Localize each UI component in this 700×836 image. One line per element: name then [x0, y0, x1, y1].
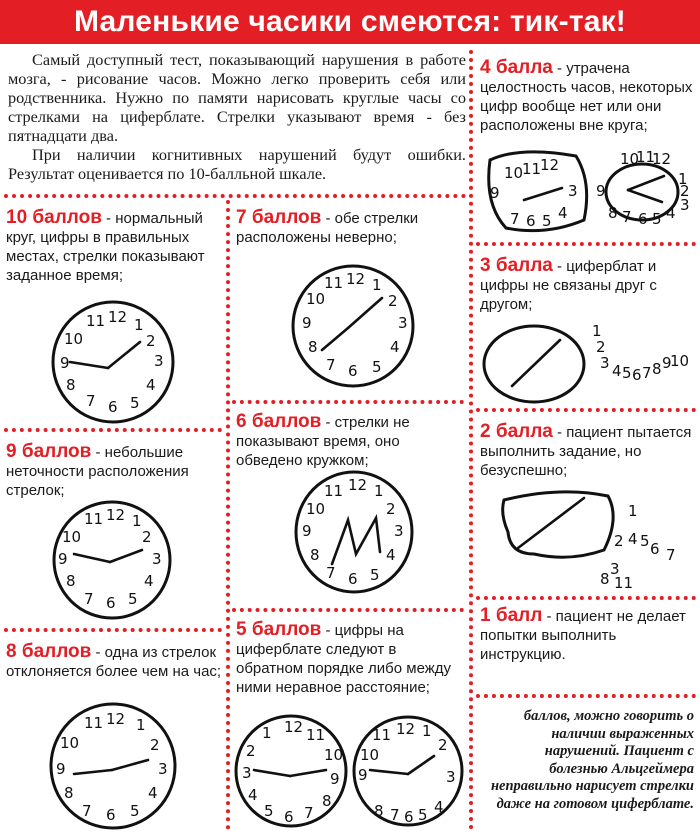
clock-number: 6: [106, 806, 116, 824]
clock-drawing-5-reversed: [232, 712, 350, 830]
score-heading: 6 баллов: [236, 411, 322, 432]
clock-number: 4: [558, 204, 568, 222]
clock-number: 3: [394, 522, 404, 540]
clock-number: 3: [152, 550, 162, 568]
clock-number: 8: [374, 802, 384, 820]
divider-mid-1: [232, 400, 464, 404]
divider-vertical-right: [469, 50, 473, 830]
clock-number: 12: [540, 156, 560, 174]
clock-number: 5: [372, 358, 382, 376]
clock-number: 4: [612, 362, 622, 380]
clock-number: 6: [526, 212, 536, 230]
score-heading: 4 балла: [480, 57, 553, 78]
clock-number: 4: [386, 546, 396, 564]
clock-number: 5: [652, 210, 662, 228]
score-heading: 2 балла: [480, 421, 553, 442]
clock-number: 6: [106, 594, 116, 612]
score-1: [480, 606, 694, 664]
clock-number: 6: [108, 398, 118, 416]
clock-number: 7: [82, 802, 92, 820]
clock-drawing-2-failed: [490, 484, 696, 594]
intro-paragraph-1: Самый доступный тест, показывающий нарушения в работе мозга, - рисование часов. Можно легко проверить себя или родственника. Нужно по памяти нарисовать круглые часы со стрелками на циферблате. Стрелки указывают время - без пятнадцати два.: [8, 50, 466, 145]
clock-number: 5: [128, 590, 138, 608]
clock-number: 5: [130, 802, 140, 820]
clock-number: 4: [144, 572, 154, 590]
clock-number: 3: [242, 764, 252, 782]
clock-drawing-4-outside: [592, 146, 696, 234]
clock-hand: [518, 498, 584, 548]
clock-number: 9: [596, 182, 606, 200]
clock-number: 2: [614, 532, 624, 550]
clock-number: 7: [390, 806, 400, 824]
clock-number: 1: [628, 502, 638, 520]
divider-vertical-left: [226, 200, 230, 830]
clock-number: 1: [374, 482, 384, 500]
clock-drawing-9: [48, 498, 176, 622]
clock-number: 1: [678, 170, 688, 188]
score-description: - пациент пытается выполнить задание, но безуспешно;: [480, 424, 692, 479]
clock-number: 5: [370, 566, 380, 584]
clock-number: 9: [662, 354, 672, 372]
clock-number: 12: [284, 718, 304, 736]
clock-number: 10: [306, 500, 326, 518]
score-description: - обе стрелки расположены неверно;: [236, 210, 419, 246]
clock-number: 11: [86, 312, 106, 330]
score-2: [480, 422, 694, 480]
clock-hand: [332, 518, 380, 564]
clock-number: 11: [84, 714, 104, 732]
clock-number: 2: [142, 528, 152, 546]
clock-number: 5: [622, 364, 632, 382]
score-description: - нормальный круг, цифры в правильных местах, стрелки показывают заданное время;: [6, 210, 205, 284]
score-heading: 9 баллов: [6, 441, 92, 462]
score-9: [6, 442, 222, 500]
clock-number: 12: [108, 308, 128, 326]
clock-hand: [74, 554, 110, 562]
page-title: Маленькие часики смеются: тик-так!: [0, 0, 700, 44]
clock-hand: [110, 550, 142, 562]
clock-number: 4: [434, 798, 444, 816]
clock-number: 6: [284, 808, 294, 826]
clock-number: 8: [322, 792, 332, 810]
clock-number: 2: [680, 182, 690, 200]
clock-number: 5: [130, 394, 140, 412]
clock-number: 8: [310, 546, 320, 564]
clock-number: 8: [308, 338, 318, 356]
clock-number: 12: [106, 710, 126, 728]
score-description: - утрачена целостность часов, некоторых цифр вообще нет или они расположены вне круга;: [480, 60, 693, 134]
clock-number: 1: [372, 276, 382, 294]
clock-number: 2: [386, 500, 396, 518]
score-heading: 1 балл: [480, 605, 543, 626]
clock-number: 4: [628, 530, 638, 548]
clock-number: 7: [666, 546, 676, 564]
clock-hand: [112, 760, 148, 770]
clock-drawing-7: [286, 262, 420, 390]
divider-left-1: [4, 428, 222, 432]
divider-right-4: [476, 694, 696, 698]
clock-number: 9: [302, 522, 312, 540]
clock-number: 3: [398, 314, 408, 332]
clock-number: 4: [666, 204, 676, 222]
score-description: - одна из стрелок отклоняется более чем на час;: [6, 644, 222, 680]
clock-hand: [254, 770, 290, 776]
score-8: [6, 642, 222, 681]
clock-number: 7: [304, 804, 314, 822]
divider-right-2: [476, 408, 696, 412]
clock-number: 9: [58, 550, 68, 568]
clock-number: 10: [60, 734, 80, 752]
clock-drawing-8: [40, 700, 186, 832]
score-3: [480, 256, 694, 314]
clock-number: 3: [568, 182, 578, 200]
clock-number: 4: [390, 338, 400, 356]
clock-number: 11: [522, 160, 542, 178]
score-description: - циферблат и цифры не связаны друг с другом;: [480, 258, 657, 313]
clock-number: 8: [652, 360, 662, 378]
summary-note: баллов, можно говорить о наличии выраженных нарушений. Пациент с болезнью Альцгеймера неправильно нарисует стрелки даже на готовом циферблате.: [490, 708, 694, 812]
clock-number: 3: [158, 760, 168, 778]
clock-number: 11: [306, 726, 326, 744]
clock-number: 5: [640, 532, 650, 550]
clock-hand: [524, 188, 562, 200]
clock-number: 8: [66, 572, 76, 590]
clock-hand: [408, 756, 434, 774]
clock-number: 2: [150, 736, 160, 754]
clock-number: 7: [84, 590, 94, 608]
clock-number: 3: [680, 196, 690, 214]
clock-number: 8: [66, 376, 76, 394]
clock-number: 10: [360, 746, 380, 764]
clock-number: 6: [650, 540, 660, 558]
score-6: [236, 412, 462, 470]
clock-drawing-10: [46, 298, 180, 426]
score-heading: 7 баллов: [236, 207, 322, 228]
score-description: - небольшие неточности расположения стрелок;: [6, 444, 189, 499]
clock-number: 7: [642, 364, 652, 382]
clock-number: 5: [418, 806, 428, 824]
clock-number: 2: [246, 742, 256, 760]
clock-number: 1: [422, 722, 432, 740]
clock-drawing-3-separated: [480, 318, 696, 406]
clock-number: 7: [622, 208, 632, 226]
score-heading: 10 баллов: [6, 207, 102, 228]
clock-number: 12: [106, 506, 126, 524]
clock-number: 12: [348, 476, 368, 494]
divider-mid-2: [232, 608, 464, 612]
clock-number: 6: [632, 366, 642, 384]
divider-right-3: [476, 596, 696, 600]
clock-number: 3: [610, 560, 620, 578]
clock-number: 10: [670, 352, 690, 370]
clock-hand: [70, 362, 108, 368]
clock-number: 12: [652, 150, 672, 168]
clock-number: 8: [64, 784, 74, 802]
clock-number: 2: [146, 332, 156, 350]
clock-number: 10: [306, 290, 326, 308]
clock-number: 11: [324, 482, 344, 500]
clock-number: 9: [330, 770, 340, 788]
intro-paragraph-2: При наличии когнитивных нарушений будут ошибки. Результат оценивается по 10-балльной шкале.: [8, 145, 466, 183]
clock-number: 7: [86, 392, 96, 410]
clock-number: 6: [404, 808, 414, 826]
clock-hand: [290, 770, 326, 776]
clock-hand: [628, 190, 662, 202]
clock-hand: [348, 298, 382, 328]
clock-number: 7: [326, 356, 336, 374]
score-7: [236, 208, 462, 247]
score-heading: 5 баллов: [236, 619, 322, 640]
clock-number: 3: [446, 768, 456, 786]
intro-text: [8, 50, 466, 183]
clock-number: 7: [510, 210, 520, 228]
score-4: [480, 58, 694, 135]
clock-number: 10: [62, 528, 82, 546]
clock-number: 11: [372, 726, 392, 744]
score-description: - стрелки не показывают время, оно обведено кружком;: [236, 414, 410, 469]
clock-number: 1: [132, 512, 142, 530]
divider-left-2: [4, 628, 222, 632]
clock-number: 6: [638, 210, 648, 228]
clock-number: 3: [154, 352, 164, 370]
clock-number: 1: [136, 716, 146, 734]
clock-number: 1: [592, 322, 602, 340]
clock-number: 8: [600, 570, 610, 588]
clock-number: 10: [64, 330, 84, 348]
clock-drawing-5-uneven: [350, 712, 466, 830]
clock-number: 9: [302, 314, 312, 332]
clock-number: 9: [490, 184, 500, 202]
clock-number: 10: [620, 150, 640, 168]
clock-number: 12: [346, 270, 366, 288]
clock-number: 2: [388, 292, 398, 310]
clock-number: 5: [542, 212, 552, 230]
clock-number: 1: [134, 316, 144, 334]
clock-number: 9: [60, 354, 70, 372]
clock-number: 4: [148, 784, 158, 802]
clock-number: 11: [84, 510, 104, 528]
clock-number: 3: [600, 354, 610, 372]
clock-hand: [628, 176, 664, 190]
score-heading: 8 баллов: [6, 641, 92, 662]
clock-number: 10: [324, 746, 344, 764]
clock-drawing-6: [292, 468, 416, 596]
clock-drawing-4-broken: [480, 142, 596, 238]
clock-number: 12: [396, 720, 416, 738]
clock-number: 4: [146, 376, 156, 394]
clock-number: 11: [324, 274, 344, 292]
clock-number: 8: [608, 204, 618, 222]
clock-number: 11: [614, 574, 634, 592]
divider-right-1: [476, 242, 696, 246]
clock-number: 5: [264, 802, 274, 820]
score-5: [236, 620, 462, 697]
clock-hand: [74, 770, 112, 774]
divider-intro: [4, 194, 466, 198]
clock-number: 2: [438, 736, 448, 754]
clock-number: 10: [504, 164, 524, 182]
clock-number: 9: [56, 760, 66, 778]
score-10: [6, 208, 222, 285]
clock-hand: [108, 342, 140, 368]
clock-hand: [512, 340, 560, 386]
score-heading: 3 балла: [480, 255, 553, 276]
clock-hand: [370, 770, 408, 774]
score-description: - пациент не делает попытки выполнить инструкцию.: [480, 608, 686, 663]
clock-number: 6: [348, 570, 358, 588]
clock-number: 1: [262, 724, 272, 742]
clock-number: 7: [326, 564, 336, 582]
clock-number: 9: [358, 766, 368, 784]
clock-number: 11: [636, 148, 656, 166]
clock-number: 4: [248, 786, 258, 804]
clock-number: 6: [348, 362, 358, 380]
clock-hand: [322, 328, 348, 350]
score-description: - цифры на циферблате следуют в обратном порядке либо между ними неравное расстояние;: [236, 622, 452, 696]
clock-number: 2: [596, 338, 606, 356]
